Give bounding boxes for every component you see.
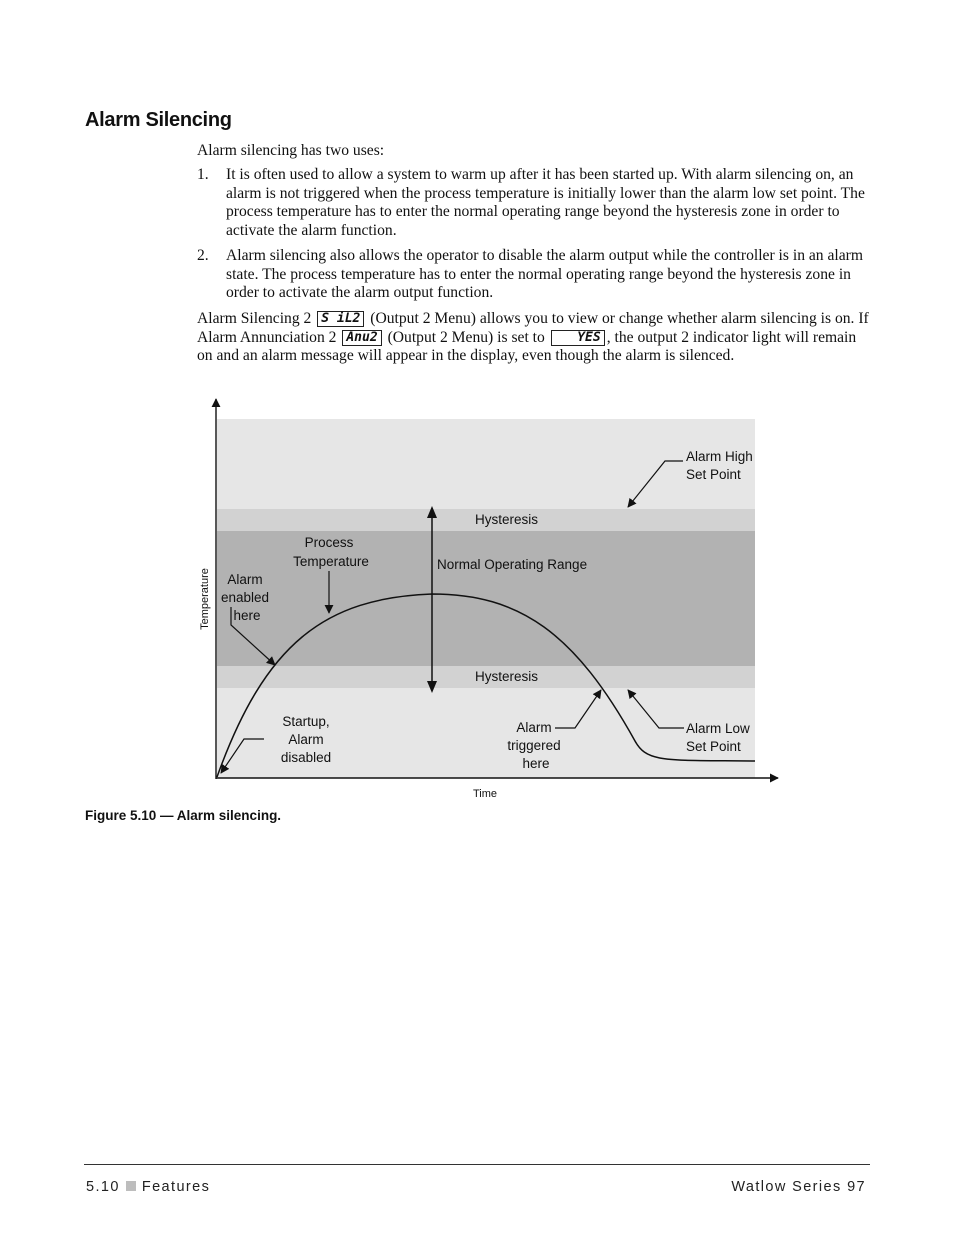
footer-section: Features: [141, 1179, 211, 1195]
alarm-silencing-diagram: [195, 393, 795, 805]
list-item: [197, 166, 869, 240]
alarm-low-label: Set Point: [686, 739, 741, 754]
hysteresis-bottom-label: Hysteresis: [475, 669, 539, 684]
lcd-code-sil2: S iL2: [317, 311, 364, 327]
process-temperature-label: Process: [304, 535, 354, 550]
list-item: [197, 247, 869, 303]
alarm-high-label: Alarm High: [686, 449, 753, 464]
y-axis-label: Temperature: [199, 568, 211, 630]
page-number: 5.10: [86, 1179, 120, 1195]
list-text: Alarm silencing also allows the operator to disable the alarm output while the controller is in an alarm state. The process temperature has to enter the normal operating range beyond the hysteresis zone in order to activate the alarm output function.: [226, 247, 863, 302]
paragraph-text: (Output 2 Menu) is set to: [387, 328, 545, 346]
lcd-code-yes: YES: [551, 330, 605, 346]
footer-product: Watlow Series 97: [731, 1179, 866, 1195]
x-axis-label: Time: [472, 788, 498, 800]
startup-label: Alarm: [288, 732, 324, 747]
figure-caption: Figure 5.10 — Alarm silencing.: [85, 808, 282, 823]
list-number: 1.: [197, 166, 209, 183]
normal-operating-zone: [217, 531, 755, 666]
alarm-triggered-label: Alarm: [516, 720, 552, 735]
list-text: It is often used to allow a system to warm up after it has been started up. With alarm silencing on, an alarm is not triggered when the process temperature is initially lower than the alarm low set point. The process temperature has to enter the normal operating range beyond the hysteresis zone in order to activate the alarm function.: [226, 166, 865, 239]
process-temperature-label: Temperature: [293, 554, 369, 569]
alarm-enabled-label: enabled: [220, 590, 270, 605]
hysteresis-top-label: Hysteresis: [475, 512, 539, 527]
paragraph-text: (Output 2 Menu) allows you to view or change whether alarm silencing is on. If Alarm Annunciation 2: [197, 310, 869, 346]
startup-label: Startup,: [282, 714, 330, 729]
alarm-enabled-label: Alarm: [227, 572, 263, 587]
square-bullet-icon: [126, 1181, 136, 1191]
alarm-triggered-label: here: [522, 756, 550, 771]
lcd-code-anu2: Anu2: [342, 330, 381, 346]
upper-alarm-zone: [217, 419, 755, 509]
alarm-enabled-label: here: [233, 608, 261, 623]
list-number: 2.: [197, 247, 209, 264]
alarm-low-label: Alarm Low: [686, 721, 750, 736]
paragraph-text: Alarm Silencing 2: [197, 310, 312, 327]
alarm-silencing-paragraph: [197, 310, 869, 366]
startup-label: disabled: [280, 750, 332, 765]
footer-left: [86, 1179, 210, 1195]
alarm-triggered-label: triggered: [507, 738, 561, 753]
section-heading: Alarm Silencing: [85, 109, 232, 131]
paragraph-text: , the output 2 indicator light will remain on and an alarm message will appear in the display, even though the alarm is silenced.: [197, 328, 857, 365]
footer-rule: [84, 1164, 870, 1165]
intro-text: Alarm silencing has two uses:: [197, 142, 385, 159]
normal-range-label: Normal Operating Range: [437, 557, 588, 572]
alarm-high-label: Set Point: [686, 467, 741, 482]
